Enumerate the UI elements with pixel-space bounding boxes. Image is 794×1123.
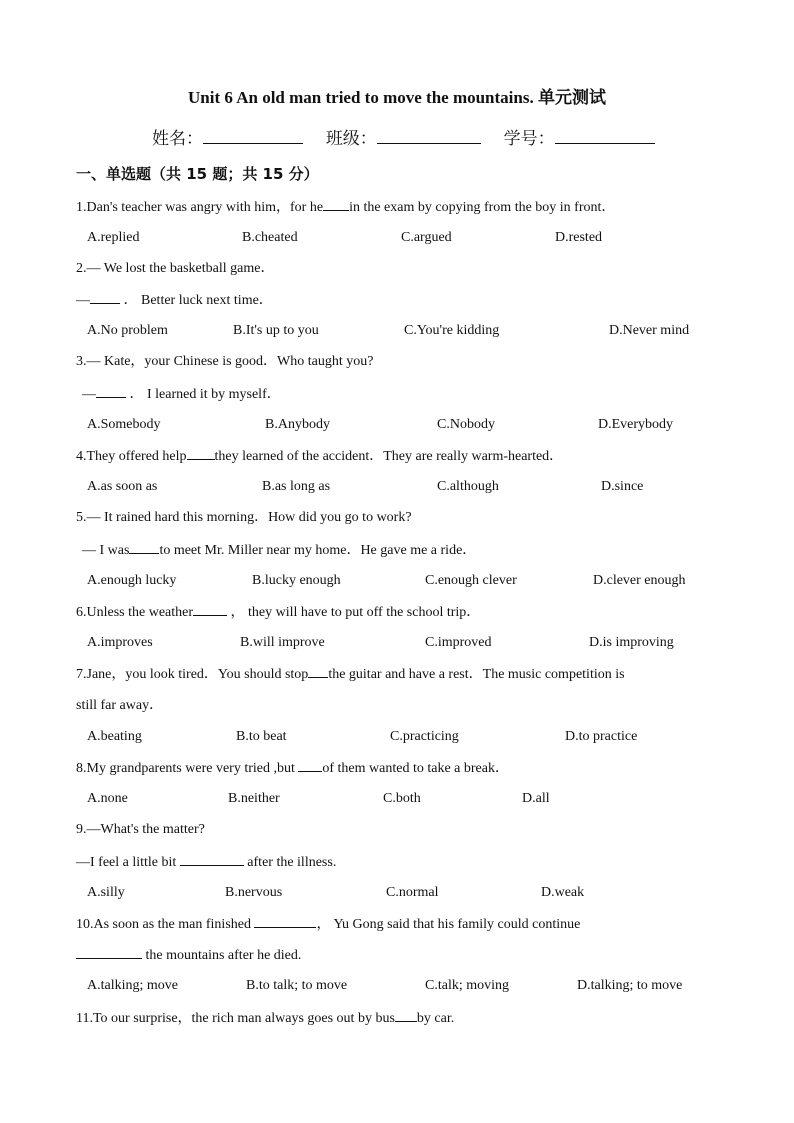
answer-blank [90,290,120,304]
question-7-line-2: still far away． [76,698,164,713]
question-1-line-1: 1.Dan's teacher was angry with him，for he in the exam by copying from the boy in front． [76,197,615,218]
q9-option-d[interactable]: D.weak [541,885,585,900]
q7-option-a[interactable]: A.beating [87,729,142,744]
q2-option-a[interactable]: A.No problem [87,323,168,338]
q8-option-c[interactable]: C.both [383,791,421,806]
question-5-line-2: — I was to meet Mr. Miller near my home．He gave me a ride． [82,540,476,561]
q5-option-c[interactable]: C.enough clever [425,573,517,588]
q10-option-d[interactable]: D.talking; to move [577,978,683,993]
q8-option-a[interactable]: A.none [87,791,128,806]
question-3-line-1: 3.— Kate，your Chinese is good．Who taught you? [76,354,374,369]
q5-option-a[interactable]: A.enough lucky [87,573,177,588]
id-label: 学号： [503,129,555,149]
answer-blank [254,914,316,928]
answer-blank [298,758,322,772]
q2-option-d[interactable]: D.Never mind [609,323,690,338]
question-5-line-1: 5.— It rained hard this morning．How did you go to work? [76,510,412,525]
q6-option-b[interactable]: B.will improve [240,635,325,650]
section-title: 一、单选题（共 15 题；共 15 分） [76,165,319,183]
question-11-line-1: 11.To our surprise，the rich man always goes out by bus by car. [76,1008,454,1029]
q7-option-d[interactable]: D.to practice [565,729,638,744]
q9-option-c[interactable]: C.normal [386,885,439,900]
q7-option-b[interactable]: B.to beat [236,729,287,744]
document-title: Unit 6 An old man tried to move the mountains. 单元测试 [188,88,606,107]
class-label: 班级： [325,129,377,149]
question-9-line-2: —I feel a little bit after the illness. [76,852,336,873]
id-blank[interactable] [555,128,655,144]
q4-option-b[interactable]: B.as long as [262,479,331,494]
answer-blank [323,197,349,211]
question-9-line-1: 9.—What's the matter? [76,822,205,837]
q4-option-d[interactable]: D.since [601,479,644,494]
answer-blank [129,540,159,554]
question-4-line-1: 4.They offered help they learned of the accident．They are really warm-hearted． [76,446,563,467]
q5-option-b[interactable]: B.lucky enough [252,573,341,588]
q3-option-b[interactable]: B.Anybody [265,417,330,432]
q10-option-c[interactable]: C.talk; moving [425,978,509,993]
q10-option-a[interactable]: A.talking; move [87,978,178,993]
class-blank[interactable] [377,128,481,144]
q3-option-c[interactable]: C.Nobody [437,417,495,432]
answer-blank [395,1008,417,1022]
answer-blank [180,852,244,866]
q8-option-b[interactable]: B.neither [228,791,280,806]
student-info-row [152,127,655,151]
q8-option-d[interactable]: D.all [522,791,550,806]
question-10-line-1: 10.As soon as the man finished ， Yu Gong said that his family could continue [76,914,580,935]
q1-option-b[interactable]: B.cheated [242,230,298,245]
q6-option-d[interactable]: D.is improving [589,635,674,650]
question-8-line-1: 8.My grandparents were very tried ,but of them wanted to take a break． [76,758,509,779]
q2-option-c[interactable]: C.You're kidding [404,323,500,338]
question-7-line-1: 7.Jane，you look tired．You should stop the guitar and have a rest．The music competition is [76,664,625,685]
name-blank[interactable] [203,128,303,144]
q2-option-b[interactable]: B.It's up to you [233,323,319,338]
q1-option-a[interactable]: A.replied [87,230,140,245]
q3-option-d[interactable]: D.Everybody [598,417,674,432]
question-10-line-2: the mountains after he died. [76,945,301,966]
question-2-line-1: 2.— We lost the basketball game． [76,261,275,276]
q7-option-c[interactable]: C.practicing [390,729,459,744]
question-3-line-2: — ． I learned it by myself． [82,384,281,405]
answer-blank [193,602,227,616]
q9-option-b[interactable]: B.nervous [225,885,283,900]
q6-option-c[interactable]: C.improved [425,635,492,650]
q1-option-d[interactable]: D.rested [555,230,603,245]
answer-blank [187,446,215,460]
q3-option-a[interactable]: A.Somebody [87,417,161,432]
q9-option-a[interactable]: A.silly [87,885,125,900]
q4-option-c[interactable]: C.although [437,479,499,494]
question-6-line-1: 6.Unless the weather ， they will have to put off the school trip． [76,602,480,623]
question-2-line-2: — ． Better luck next time． [76,290,273,311]
name-label: 姓名： [152,129,203,149]
q5-option-d[interactable]: D.clever enough [593,573,686,588]
answer-blank [308,664,328,678]
answer-blank [96,384,126,398]
q6-option-a[interactable]: A.improves [87,635,153,650]
answer-blank [76,945,142,959]
q4-option-a[interactable]: A.as soon as [87,479,158,494]
q1-option-c[interactable]: C.argued [401,230,452,245]
q10-option-b[interactable]: B.to talk; to move [246,978,348,993]
